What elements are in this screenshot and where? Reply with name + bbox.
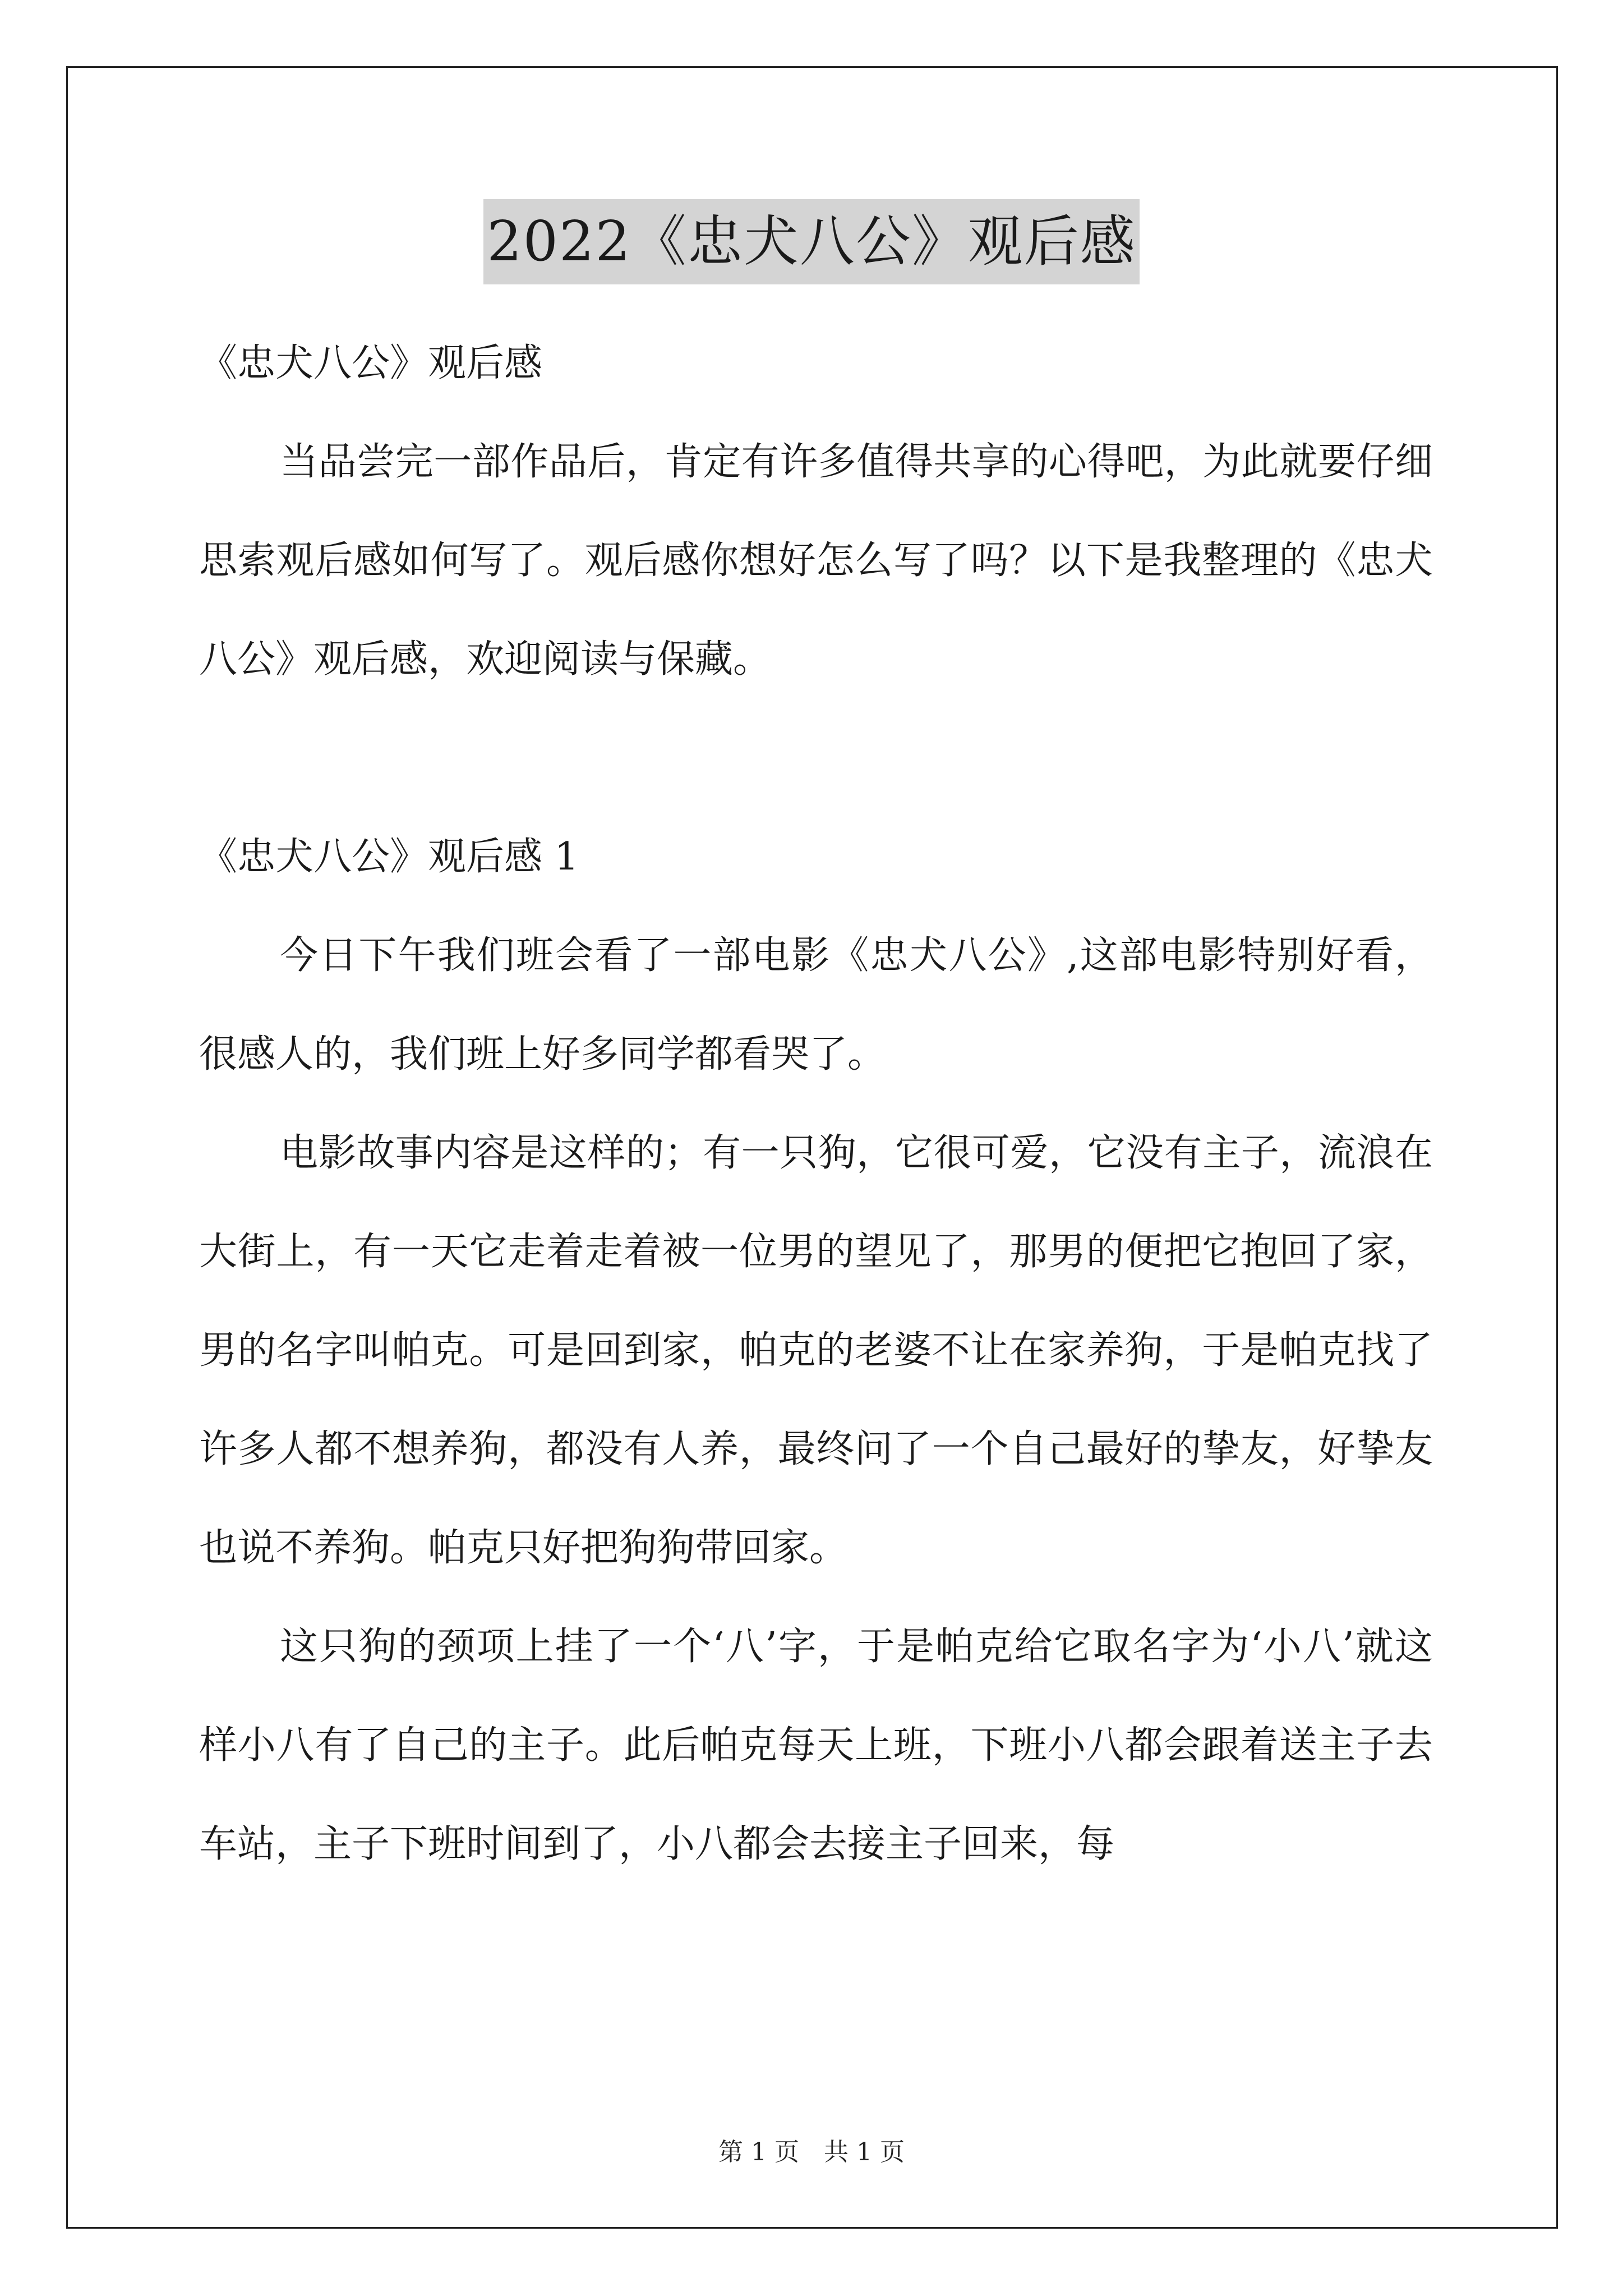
subtitle: 《忠犬八公》观后感 bbox=[199, 341, 543, 385]
body-paragraph-2: 电影故事内容是这样的；有一只狗，它很可爱，它没有主子，流浪在大街上，有一天它走着走着被一位男的望见了，那男的便把它抱回了家，男的名字叫帕克。可是回到家，帕克的老婆不让在家养狗，于是帕克找了许多人都不想养狗，都没有人养，最终问了一个自己最好的挚友，好挚友也说不养狗。帕克只好把狗狗带回家。 bbox=[199, 1131, 1433, 1570]
document-body bbox=[199, 314, 1433, 1894]
title-container bbox=[0, 199, 1623, 284]
body-paragraph-3: 这只狗的颈项上挂了一个‘八’字，于是帕克给它取名字为‘小八’就这样小八有了自己的主子。此后帕克每天上班，下班小八都会跟着送主子去车站，主子下班时间到了，小八都会去接主子回来，每 bbox=[199, 1625, 1433, 1866]
body-paragraph-1: 今日下午我们班会看了一部电影《忠犬八公》,这部电影特别好看，很感人的，我们班上好多同学都看哭了。 bbox=[199, 933, 1433, 1076]
document-title: 2022《忠犬八公》观后感 bbox=[483, 199, 1139, 284]
page-footer: 第 1 页 共 1 页 bbox=[718, 2138, 905, 2166]
intro-paragraph: 当品尝完一部作品后，肯定有许多值得共享的心得吧，为此就要仔细思索观后感如何写了。观后感你想好怎么写了吗？以下是我整理的《忠犬八公》观后感，欢迎阅读与保藏。 bbox=[199, 440, 1433, 682]
section-title: 《忠犬八公》观后感 1 bbox=[199, 835, 579, 879]
